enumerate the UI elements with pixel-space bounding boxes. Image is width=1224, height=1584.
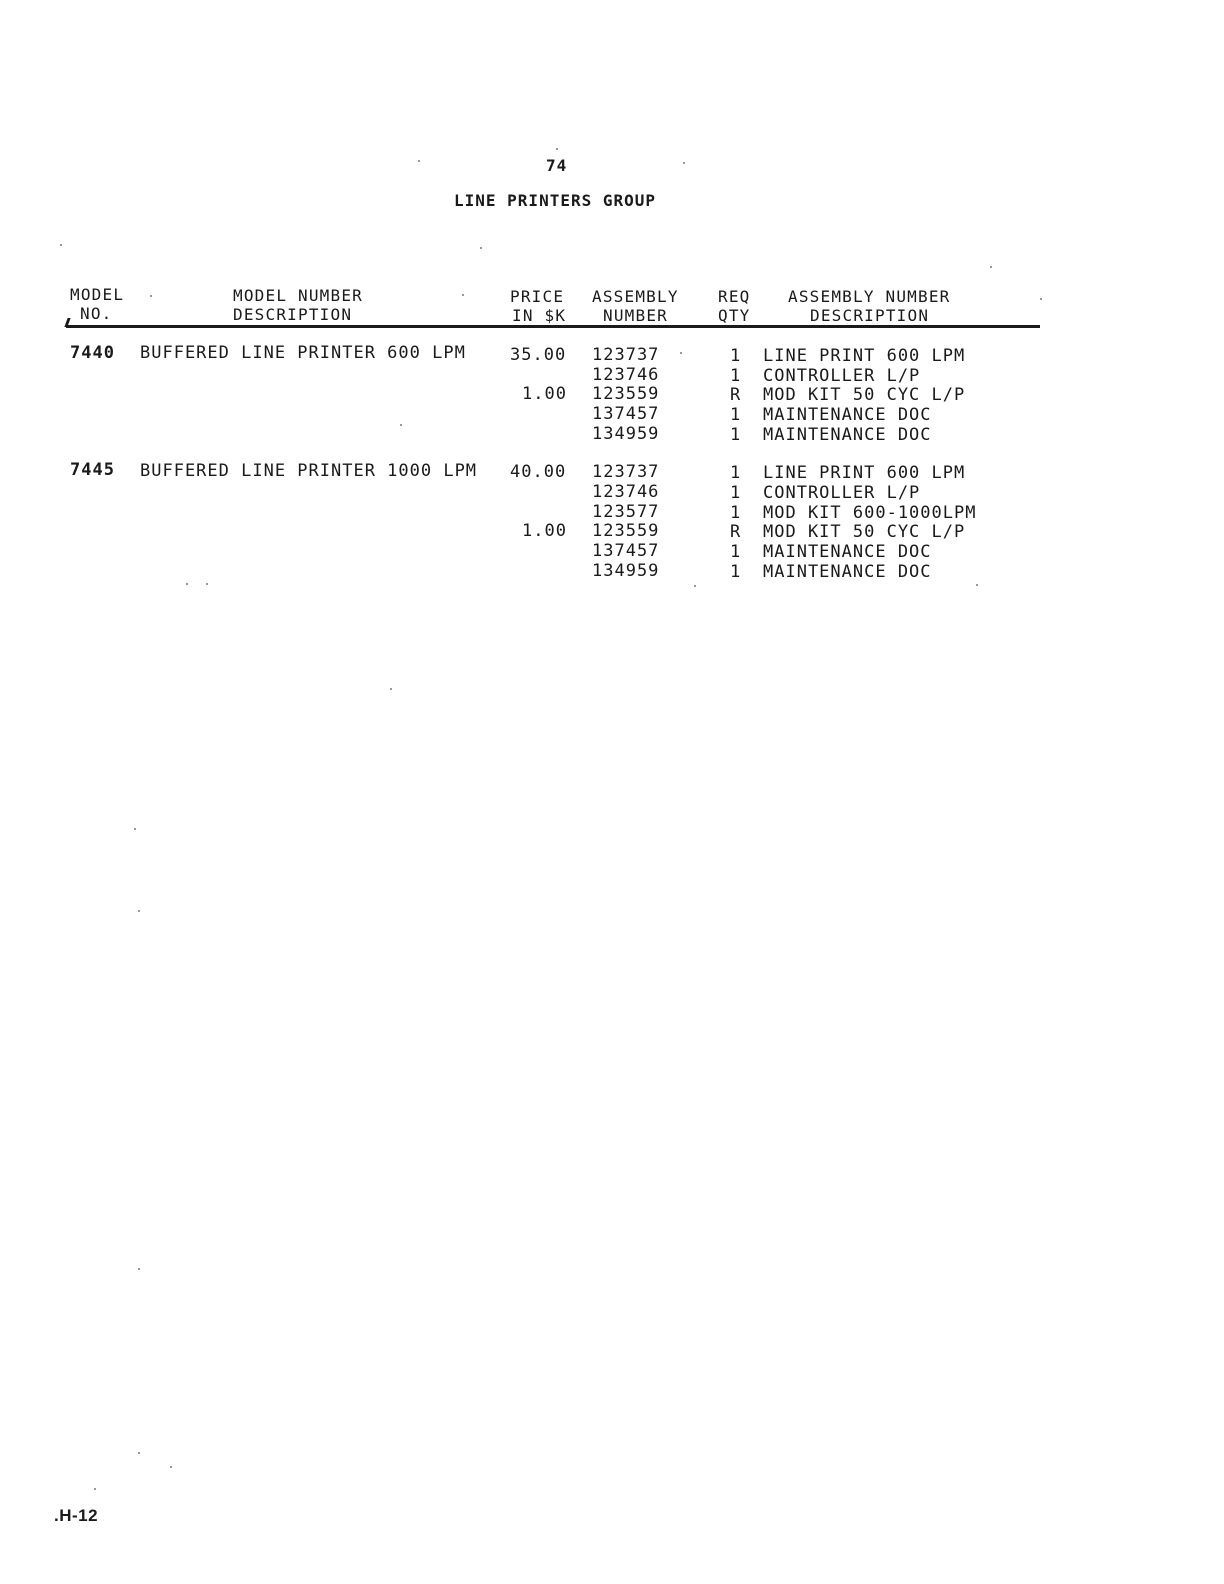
qty-cell: 1 <box>730 503 742 523</box>
header-assembly-no-line1: ASSEMBLY <box>592 287 679 306</box>
price-cell: 35.00 <box>510 345 567 365</box>
assembly-description-cell: LINE PRINT 600 LPM <box>763 346 966 366</box>
page-number: 74 <box>546 156 568 175</box>
header-rule <box>66 325 1040 328</box>
assembly-description-cell: MOD KIT 600-1000LPM <box>763 503 977 523</box>
assembly-number-cell: 123737 <box>592 345 660 365</box>
assembly-number-cell: 137457 <box>592 404 660 424</box>
assembly-number-cell: 123746 <box>592 482 660 502</box>
header-assembly-desc-line2: DESCRIPTION <box>810 306 930 325</box>
model-description: BUFFERED LINE PRINTER 1000 LPM <box>140 461 478 481</box>
header-model-no-line2: NO. <box>80 304 113 323</box>
price-cell: 40.00 <box>510 462 567 482</box>
model-number: 7445 <box>70 460 115 480</box>
assembly-description-cell: MAINTENANCE DOC <box>763 425 932 445</box>
header-assembly-desc-line1: ASSEMBLY NUMBER <box>788 287 951 306</box>
header-req-qty-line1: REQ <box>718 287 751 306</box>
qty-cell: R <box>730 385 742 405</box>
assembly-number-cell: 123746 <box>592 365 660 385</box>
assembly-description-cell: MOD KIT 50 CYC L/P <box>763 522 966 542</box>
qty-cell: 1 <box>730 542 742 562</box>
assembly-number-cell: 123737 <box>592 462 660 482</box>
qty-cell: R <box>730 522 742 542</box>
qty-cell: 1 <box>730 346 742 366</box>
model-number: 7440 <box>70 343 115 363</box>
assembly-number-cell: 123577 <box>592 502 660 522</box>
assembly-number-cell: 134959 <box>592 561 660 581</box>
qty-cell: 1 <box>730 463 742 483</box>
assembly-number-cell: 134959 <box>592 424 660 444</box>
page-title: LINE PRINTERS GROUP <box>454 191 657 210</box>
qty-cell: 1 <box>730 483 742 503</box>
qty-cell: 1 <box>730 562 742 582</box>
assembly-description-cell: MAINTENANCE DOC <box>763 562 932 582</box>
header-assembly-no-line2: NUMBER <box>603 306 668 325</box>
price-cell: 1.00 <box>522 521 567 541</box>
qty-cell: 1 <box>730 366 742 386</box>
price-cell: 1.00 <box>522 384 567 404</box>
assembly-number-cell: 137457 <box>592 541 660 561</box>
assembly-number-cell: 123559 <box>592 384 660 404</box>
qty-cell: 1 <box>730 405 742 425</box>
assembly-description-cell: MOD KIT 50 CYC L/P <box>763 385 966 405</box>
header-model-desc-line2: DESCRIPTION <box>233 305 353 324</box>
assembly-description-cell: MAINTENANCE DOC <box>763 405 932 425</box>
header-price-line2: IN $K <box>512 306 567 325</box>
qty-cell: 1 <box>730 425 742 445</box>
page-footer: .H-12 <box>54 1506 99 1525</box>
assembly-description-cell: CONTROLLER L/P <box>763 366 921 386</box>
assembly-description-cell: MAINTENANCE DOC <box>763 542 932 562</box>
header-price-line1: PRICE <box>510 287 565 306</box>
assembly-description-cell: LINE PRINT 600 LPM <box>763 463 966 483</box>
model-description: BUFFERED LINE PRINTER 600 LPM <box>140 343 466 363</box>
header-model-desc-line1: MODEL NUMBER <box>233 286 363 305</box>
assembly-number-cell: 123559 <box>592 521 660 541</box>
header-model-no-line1: MODEL <box>70 285 125 304</box>
assembly-description-cell: CONTROLLER L/P <box>763 483 921 503</box>
header-req-qty-line2: QTY <box>718 306 751 325</box>
